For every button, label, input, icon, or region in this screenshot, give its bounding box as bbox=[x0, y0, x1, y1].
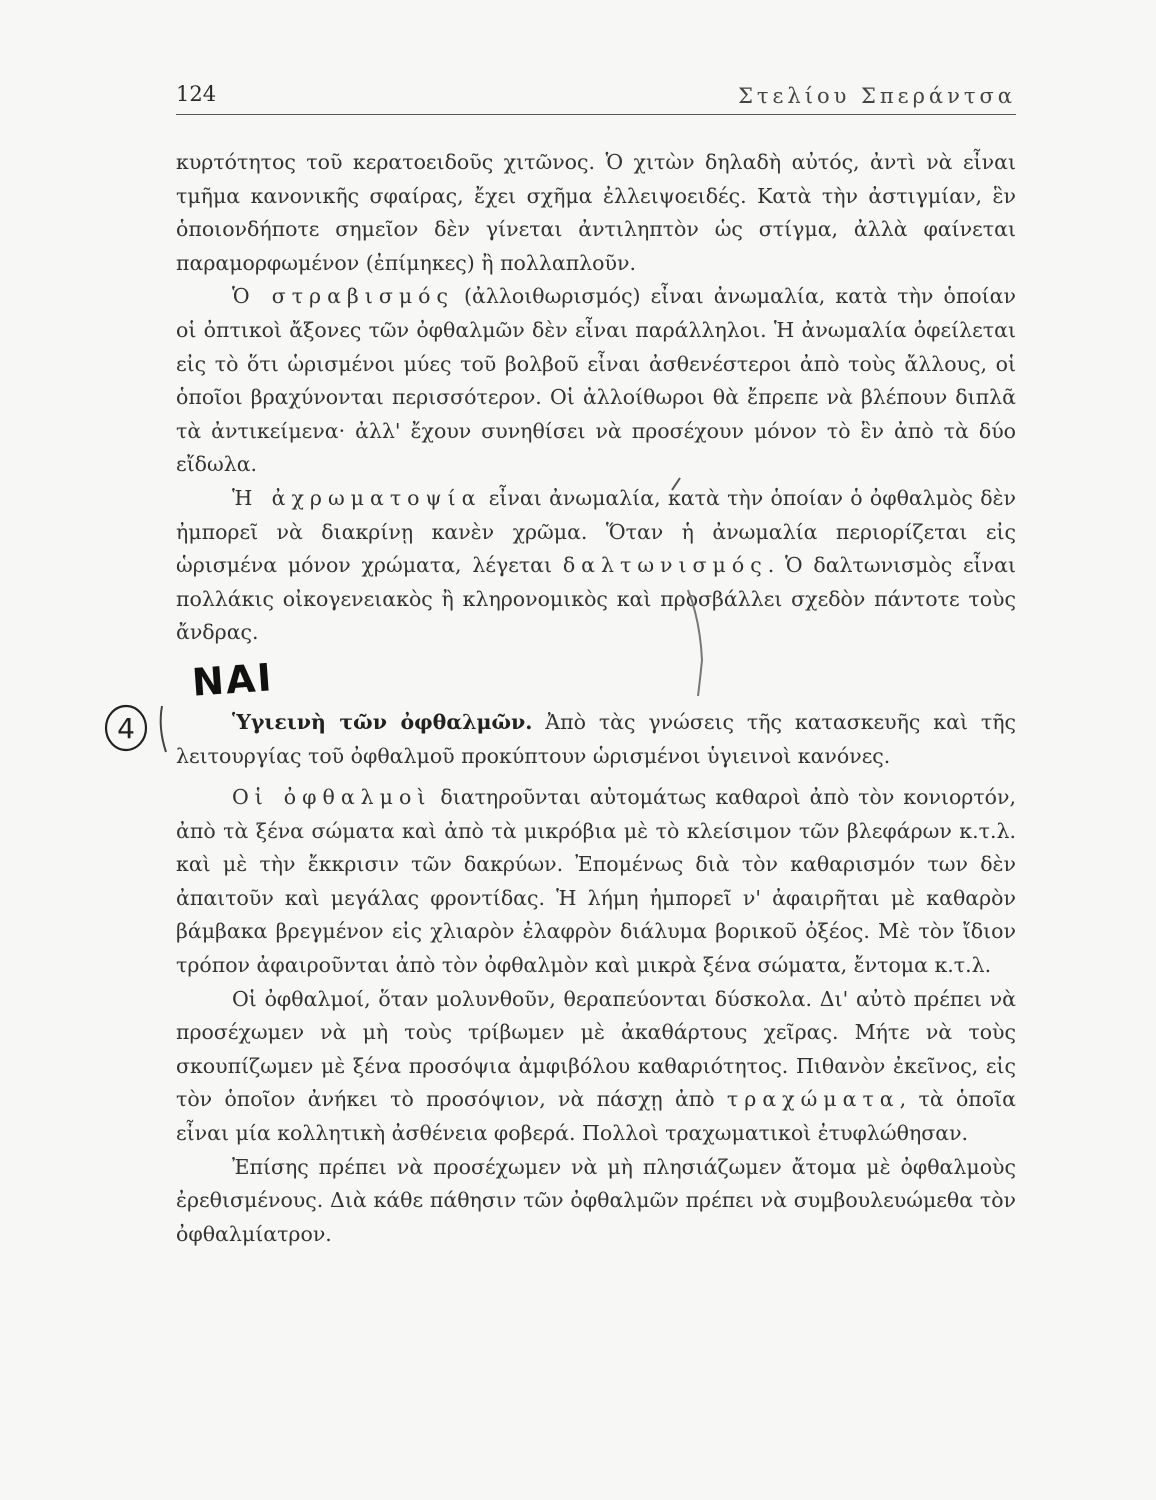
circled-number-annotation bbox=[100, 698, 190, 758]
paragraph-text: Οἱ ὀφθαλμοί, ὅταν μολυνθοῦν, θεραπεύονται δύσκολα. Δι' αὐτὸ πρέπει νὰ προσέχωμεν νὰ μὴ τοὺς τρίβωμεν μὲ ἀκαθάρτους χεῖρας. Μήτε νὰ τοὺς σκουπίζωμεν μὲ ξένα προσόψια ἀμφιβόλου καθαριότητος. Πιθανὸν ἐκεῖνος, εἰς τὸν ὁποῖον ἀνήκει τὸ προσόψιον, νὰ πάσχῃ ἀπὸ bbox=[176, 986, 1016, 1112]
paragraph-text: Ἀπὸ τὰς γνώσεις τῆς κατασκευῆς καὶ τῆς λειτουργίας τοῦ ὀφθαλμοῦ προκύπτουν ὡρισμένοι ὑγιεινοὶ κανόνες. bbox=[176, 709, 1016, 768]
paragraph-eye-cleaning bbox=[176, 781, 1016, 983]
paragraph-text: , τὰ ὁποῖα εἶναι μία κολλητικὴ ἀσθένεια φοβερά. Πολλοὶ τραχωματικοὶ ἐτυφλώθησαν. bbox=[176, 1087, 1016, 1146]
paragraph-text: εἶναι ἀνωμαλία, κατὰ τὴν ὁποίαν ὁ ὀφθαλμὸς δὲν ἠμπορεῖ νὰ διακρίνῃ κανὲν χρῶμα. Ὅταν ἡ ἀνωμαλία περιορίζεται εἰς ὡρισμένα μόνον χρώματα, λέγεται bbox=[176, 485, 1016, 578]
page-header bbox=[176, 78, 1016, 115]
paragraph-ophthalmologist: Ἐπίσης πρέπει νὰ προσέχωμεν νὰ μὴ πλησιάζωμεν ἄτομα μὲ ὀφθαλμοὺς ἐρεθισμένους. Διὰ κάθε πάθησιν τῶν ὀφθαλμῶν πρέπει νὰ συμβουλευώμεθα τὸν ὀφθαλμίατρον. bbox=[176, 1154, 1016, 1246]
term-achromatopsia: Ἡ ἀχρωματοψία bbox=[232, 485, 482, 510]
paragraph-color-blindness bbox=[176, 482, 1016, 650]
term-eyes: Οἱ ὀφθαλμοὶ bbox=[232, 785, 432, 810]
handwritten-annotation: NAI bbox=[190, 655, 275, 705]
paragraph-text: . Ὁ δαλτωνισμὸς εἶναι πολλάκις οἰκογενειακὸς ἢ κληρονομικὸς καὶ προσβάλλει σχεδὸν πάντοτε τοὺς ἄνδρας. bbox=[176, 553, 1017, 645]
paragraph-strabismus bbox=[176, 280, 1016, 482]
page-number: 124 bbox=[176, 82, 217, 106]
term-daltonism: δαλτωνισμός bbox=[562, 553, 768, 578]
section-heading: Ὑγιεινὴ τῶν ὀφθαλμῶν. bbox=[232, 709, 533, 734]
running-head: Στελίου Σπεράντσα bbox=[738, 84, 1016, 108]
paragraph-text: (ἀλλοιθωρισμός) εἶναι ἀνωμαλία, κατὰ τὴν ὁποίαν οἱ ὀπτικοὶ ἄξονες τῶν ὀφθαλμῶν δὲν εἶναι παράλληλοι. Ἡ ἀνωμαλία ὀφείλεται εἰς τὸ ὅτι ὡρισμένοι μύες τοῦ βολβοῦ εἶναι ἀσθενέστεροι ἀπὸ τοὺς ἄλλους, οἱ ὁποῖοι βραχύνονται περισσότερον. Οἱ ἀλλοίθωροι θὰ ἔπρεπε νὰ βλέπουν διπλᾶ τὰ ἀντικείμενα· ἀλλ' ἔχουν συνηθίσει νὰ προσέχουν μόνον τὸ ἓν ἀπὸ τὰ δύο εἴδωλα. bbox=[176, 284, 1016, 477]
circled-number: 4 bbox=[117, 712, 135, 745]
paragraph-eye-hygiene bbox=[176, 706, 1016, 773]
pencil-mark bbox=[640, 470, 720, 700]
page-body bbox=[176, 146, 1016, 1251]
term-trachoma: τραχώματα bbox=[726, 1087, 900, 1112]
paragraph-astigmatism: κυρτότητος τοῦ κερατοειδοῦς χιτῶνος. Ὁ χιτὼν δηλαδὴ αὐτός, ἀντὶ νὰ εἶναι τμῆμα κανονικῆς σφαίρας, ἔχει σχῆμα ἐλλειψοειδές. Κατὰ τὴν ἀστιγμίαν, ἓν ὁποιονδήποτε σημεῖον δὲν γίνεται ἀντιληπτὸν ὡς στίγμα, ἀλλὰ φαίνεται παραμορφωμένον (ἐπίμηκες) ἢ πολλαπλοῦν. bbox=[176, 150, 1016, 275]
paragraph-infection bbox=[176, 983, 1016, 1151]
paragraph-text: διατηροῦνται αὐτομάτως καθαροὶ ἀπὸ τὸν κονιορτόν, ἀπὸ τὰ ξένα σώματα καὶ ἀπὸ τὰ μικρόβια μὲ τὸ κλείσιμον τῶν βλεφάρων κ.τ.λ. καὶ μὲ τὴν ἔκκρισιν τῶν δακρύων. Ἐπομένως διὰ τὸν καθαρισμόν των δὲν ἀπαιτοῦν καὶ μεγάλας φροντίδας. Ἡ λήμη ἠμπορεῖ ν' ἀφαιρῆται μὲ καθαρὸν βάμβακα βρεγμένον εἰς χλιαρὸν ἐλαφρὸν διάλυμα βορικοῦ ὀξέος. Μὲ τὸν ἴδιον τρόπον ἀφαιροῦνται ἀπὸ τὸν ὀφθαλμὸν καὶ μικρὰ ξένα σώματα, ἔντομα κ.τ.λ. bbox=[176, 785, 1016, 978]
term-strabismus: Ὁ στραβισμός bbox=[232, 284, 454, 309]
